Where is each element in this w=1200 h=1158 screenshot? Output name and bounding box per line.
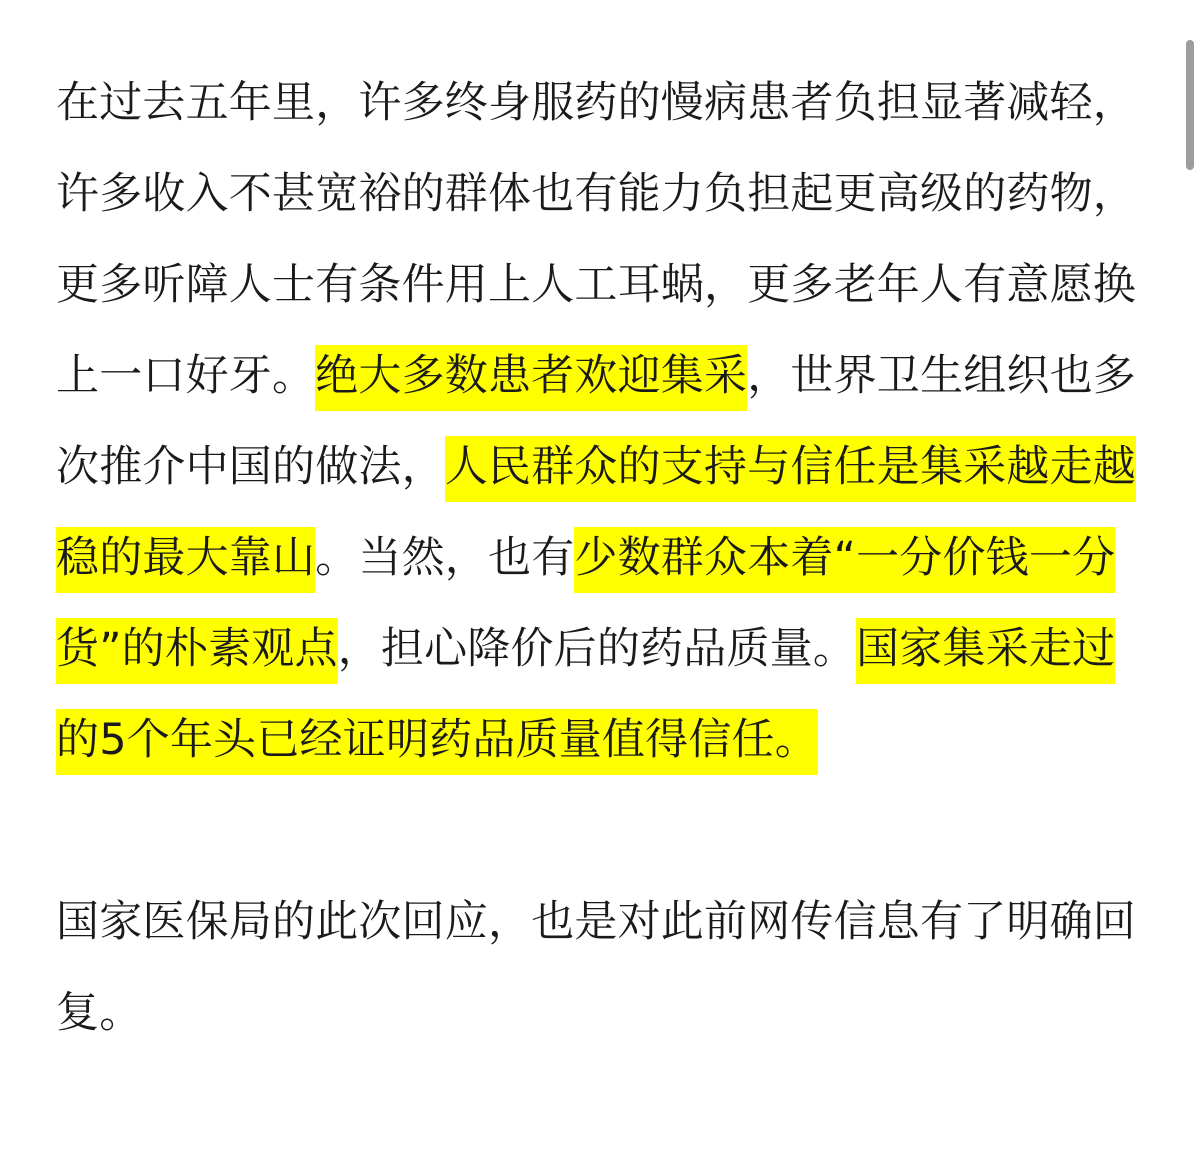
highlighted-text: 绝大多数患者欢迎集采 [315,345,747,411]
text-segment: ，世界卫生组织也多次推介中国的做法， [56,351,1137,492]
highlighted-text: 国家集采走过的5个年头已经证明药品质量值得信任。 [56,618,1115,775]
highlighted-text: 少数群众本着“一分价钱一分货”的朴素观点 [56,527,1115,684]
text-segment: ，担心降价后的药品质量。 [337,624,857,674]
text-segment: 。当然，也有 [315,533,575,583]
article-paragraph-1 [56,58,1146,786]
text-segment: 在过去五年里，许多终身服药的慢病患者负担显著减轻，许多收入不甚宽裕的群体也有能力负担起更高级的药物，更多听障人士有条件用上人工耳蜗，更多老年人有意愿换上一口好牙。 [56,78,1136,401]
article-paragraph-2: 国家医保局的此次回应，也是对此前网传信息有了明确回复。 [56,897,1136,1038]
highlighted-text: 人民群众的支持与信任是集采越走越稳的最大靠山 [56,436,1136,593]
vertical-scrollbar[interactable] [1174,0,1200,1158]
scrollbar-thumb[interactable] [1186,40,1194,170]
article-body [56,58,1146,1059]
